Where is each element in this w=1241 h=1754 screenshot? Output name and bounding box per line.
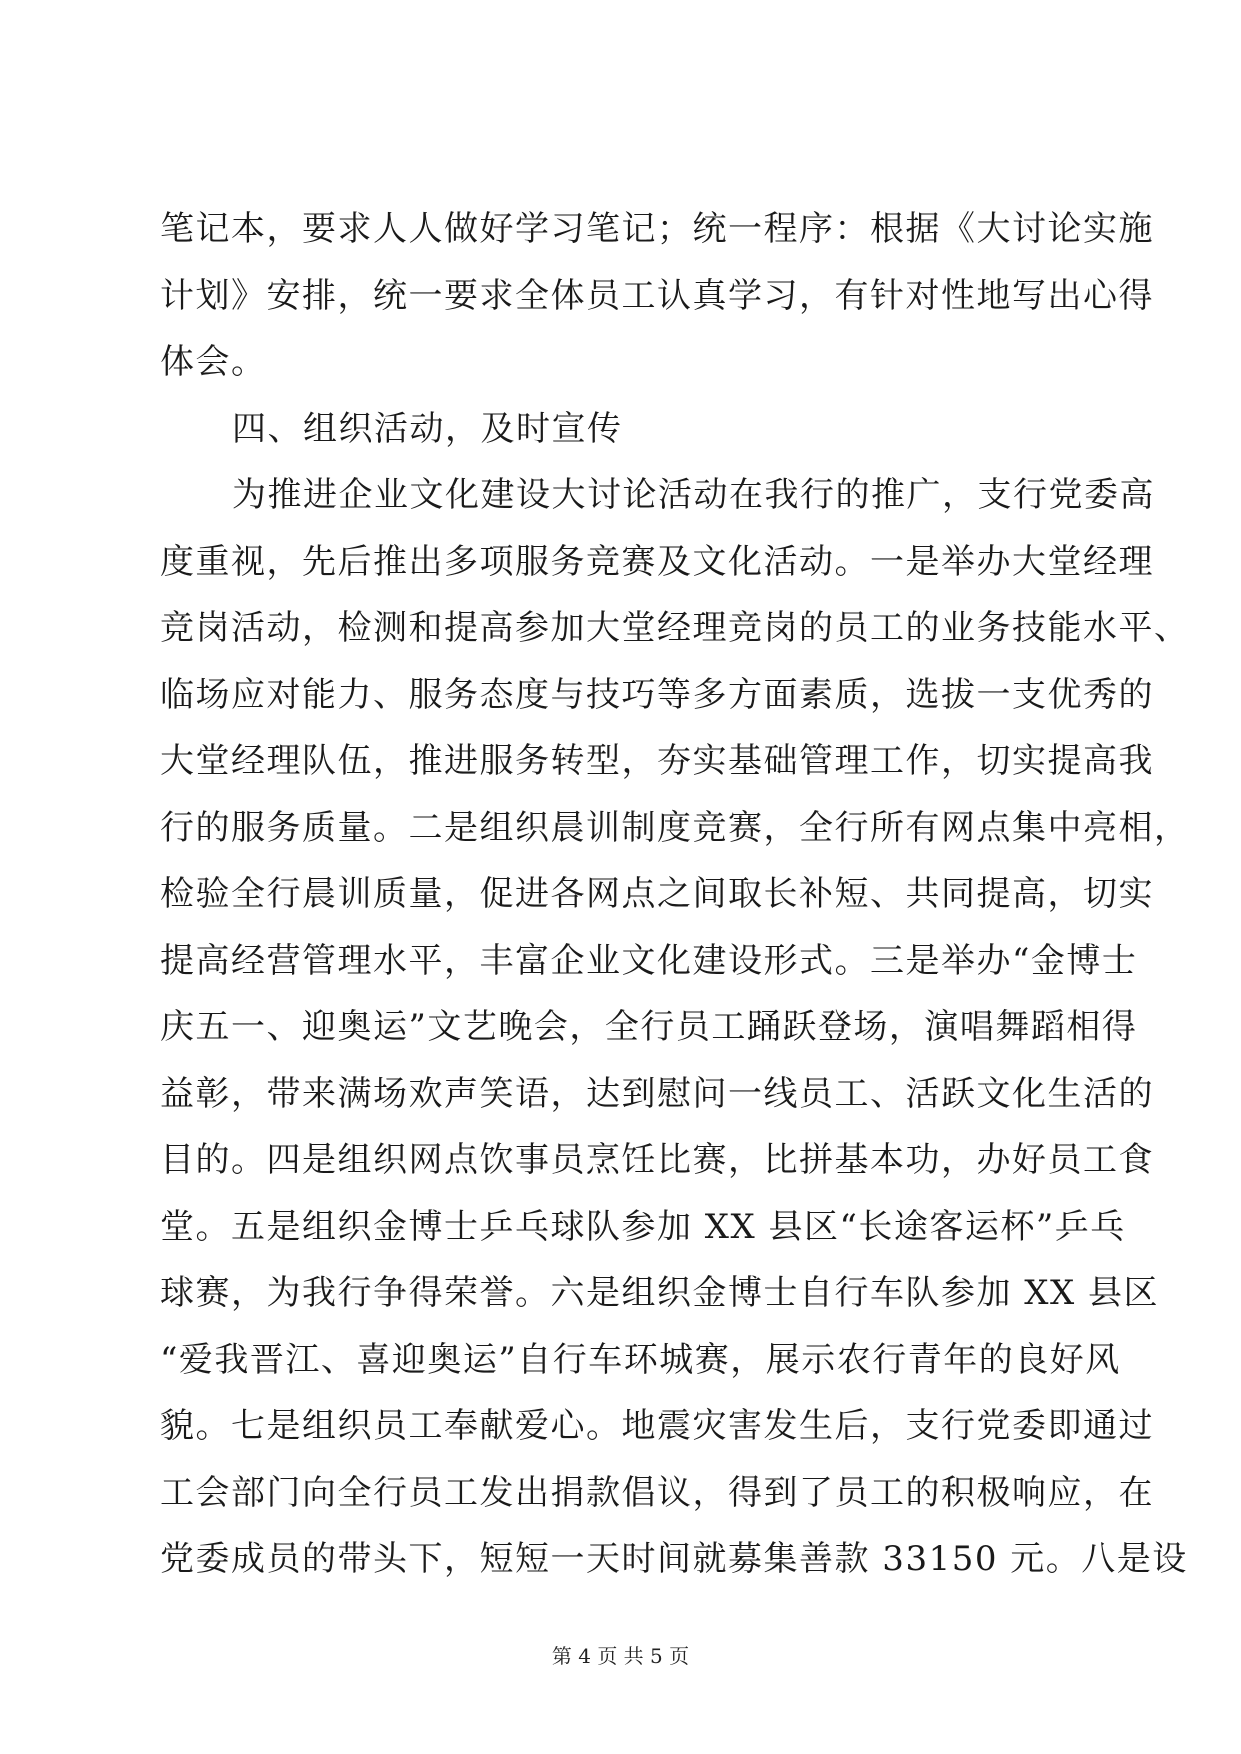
text-line: 貌。七是组织员工奉献爱心。地震灾害发生后，支行党委即通过 [160,1406,1154,1446]
text-line: 庆五一、迎奥运”文艺晚会，全行员工踊跃登场，演唱舞蹈相得 [160,1007,1138,1047]
body-text [160,196,1190,1593]
text-line: 为推进企业文化建设大讨论活动在我行的推广，支行党委高 [232,475,1155,515]
text-line: 行的服务质量。二是组织晨训制度竞赛，全行所有网点集中亮相， [160,807,1190,848]
text-line: 工会部门向全行员工发出捐款倡议，得到了员工的积极响应，在 [160,1472,1154,1513]
text-line: 计划》安排，统一要求全体员工认真学习，有针对性地写出心得 [160,275,1154,316]
page-number-label: 第 4 页 共 5 页 [551,1644,690,1668]
text-line: 竞岗活动，检测和提高参加大堂经理竞岗的员工的业务技能水平、 [160,608,1190,648]
section-heading: 四、组织活动，及时宣传 [232,408,623,449]
text-line: 提高经营管理水平，丰富企业文化建设形式。三是举办“金博士 [160,940,1138,981]
text-line: 笔记本，要求人人做好学习笔记；统一程序：根据《大讨论实施 [160,209,1154,249]
text-line: 球赛，为我行争得荣誉。六是组织金博士自行车队参加 XX 县区 [160,1273,1160,1313]
text-line: 党委成员的带头下，短短一天时间就募集善款 33150 元。八是设 [160,1539,1188,1579]
text-line: 堂。五是组织金博士乒乓球队参加 XX 县区“长途客运杯”乒乓 [160,1206,1126,1247]
text-line: 目的。四是组织网点饮事员烹饪比赛，比拼基本功，办好员工食 [160,1140,1154,1180]
text-line: 度重视，先后推出多项服务竞赛及文化活动。一是举办大堂经理 [160,541,1154,582]
text-line: 体会。 [160,342,267,382]
text-line: 检验全行晨训质量，促进各网点之间取长补短、共同提高，切实 [160,874,1154,914]
text-line: 大堂经理队伍，推进服务转型，夯实基础管理工作，切实提高我 [160,741,1154,781]
text-line: “爱我晋江、喜迎奥运”自行车环城赛，展示农行青年的良好风 [160,1339,1121,1380]
text-line: 益彰，带来满场欢声笑语，达到慰问一线员工、活跃文化生活的 [160,1073,1154,1114]
page-footer [0,1640,1241,1669]
text-line: 临场应对能力、服务态度与技巧等多方面素质，选拔一支优秀的 [160,674,1154,715]
